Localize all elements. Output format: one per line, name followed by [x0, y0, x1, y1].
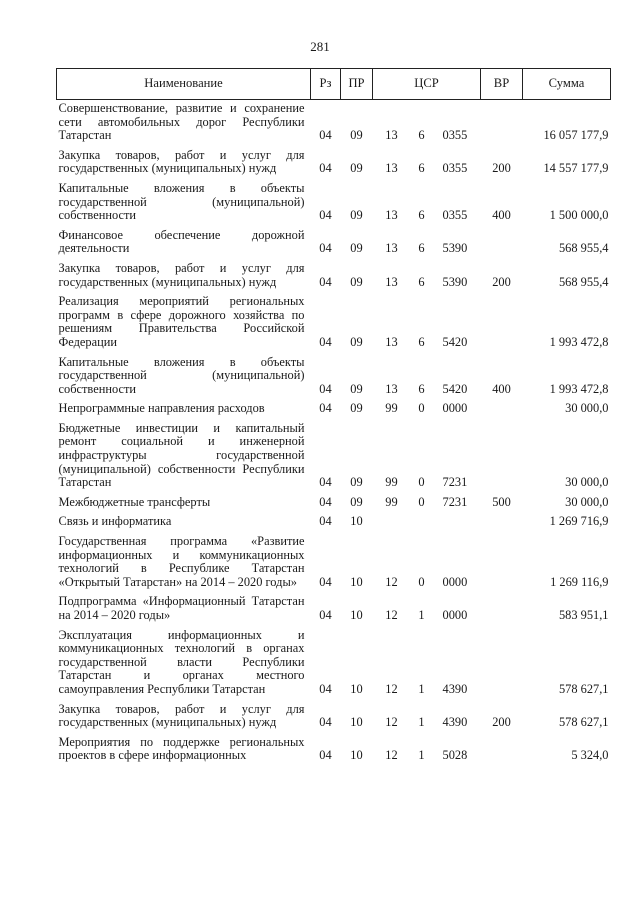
- row-csr-code: 0000: [442, 608, 468, 622]
- row-name: Реализация мероприятий региональных программ в сфере дорожного хозяйства по решениям Правительства Российской Федерации: [58, 294, 305, 349]
- row-rz: 04: [319, 161, 332, 176]
- row-name: Закупка товаров, работ и услуг для государственных (муниципальных) нужд: [58, 701, 305, 730]
- row-sum: 1 500 000,0: [549, 208, 609, 223]
- row-pr: 09: [350, 274, 363, 289]
- row-name: Межбюджетные трансферты: [58, 494, 211, 509]
- row-csr-subprogram: [411, 509, 433, 529]
- row-sum: 30 000,0: [565, 475, 609, 490]
- row-csr-code: 0355: [442, 161, 468, 176]
- table-row: [57, 289, 611, 349]
- row-sum: 1 993 472,8: [549, 381, 609, 396]
- row-name: Эксплуатация информационных и коммуникационных технологий в органах государственной власти Республики Татарстан и органах местного самоуправления Республики Татарстан: [58, 627, 305, 696]
- row-pr: 09: [350, 494, 363, 509]
- row-pr: 09: [350, 334, 363, 349]
- row-pr: 09: [350, 475, 363, 490]
- row-name: Непрограммные направления расходов: [58, 401, 265, 416]
- row-rz: 04: [319, 475, 332, 490]
- row-vr: [481, 289, 523, 349]
- row-csr-code: [433, 509, 481, 529]
- table-row: [57, 509, 611, 529]
- row-name: Капитальные вложения в объекты государственной (муниципальной) собственности: [58, 354, 305, 396]
- row-csr-program: 12: [385, 574, 398, 589]
- row-csr-subprogram: 6: [418, 161, 425, 176]
- row-csr-subprogram: 0: [418, 574, 425, 589]
- row-csr-program: 13: [385, 381, 398, 396]
- row-csr-program: 13: [385, 274, 398, 289]
- table-row: [57, 143, 611, 176]
- row-rz: 04: [319, 608, 332, 622]
- row-csr-program: [373, 509, 411, 529]
- row-name: Бюджетные инвестиции и капитальный ремонт социальной и инженерной инфраструктуры государственной (муниципальной) собственности Республики Татарстан: [58, 420, 305, 490]
- row-csr-program: 13: [385, 161, 398, 176]
- row-csr-code: 7231: [442, 494, 468, 509]
- row-vr: 400: [492, 208, 511, 223]
- row-rz: 04: [319, 494, 332, 509]
- table-row: [57, 529, 611, 589]
- table-row: [57, 223, 611, 256]
- row-csr-code: 5420: [442, 381, 468, 396]
- row-rz: 04: [319, 128, 332, 143]
- row-name: Совершенствование, развитие и сохранение сети автомобильных дорог Республики Татарстан: [58, 101, 305, 143]
- row-name: Государственная программа «Развитие информационных и коммуникационных технологий в Республике Татарстан «Открытый Татарстан» на 2014 – 2020 годы»: [58, 534, 305, 589]
- row-name: Капитальные вложения в объекты государственной (муниципальной) собственности: [58, 180, 305, 223]
- header-sum: Сумма: [523, 69, 611, 100]
- row-rz: 04: [319, 334, 332, 349]
- row-csr-subprogram: 0: [418, 475, 425, 490]
- row-csr-program: 12: [385, 715, 398, 730]
- row-pr: 09: [350, 381, 363, 396]
- header-rz: Рз: [311, 69, 341, 100]
- row-vr: [481, 529, 523, 589]
- row-csr-subprogram: 1: [418, 748, 425, 763]
- row-vr: [481, 223, 523, 256]
- row-sum: 578 627,1: [558, 715, 609, 730]
- row-rz: 04: [319, 208, 332, 223]
- table-row: [57, 490, 611, 510]
- row-csr-code: 4390: [442, 681, 468, 696]
- row-name: Связь и информатика: [58, 514, 172, 529]
- row-sum: 1 993 472,8: [549, 334, 609, 349]
- table-row: [57, 176, 611, 223]
- table-body: [57, 100, 611, 763]
- table-row: [57, 589, 611, 622]
- row-csr-code: 0000: [442, 574, 468, 589]
- row-csr-code: 0355: [442, 208, 468, 223]
- table-row: [57, 697, 611, 730]
- row-rz: 04: [319, 574, 332, 589]
- row-sum: 5 324,0: [571, 748, 609, 763]
- row-csr-subprogram: 6: [418, 334, 425, 349]
- row-name: Подпрограмма «Информационный Татарстан на 2014 – 2020 годы»: [58, 594, 305, 622]
- row-csr-code: 5390: [442, 274, 468, 289]
- header-vr: ВР: [481, 69, 523, 100]
- row-csr-code: 0000: [442, 401, 468, 416]
- row-sum: 30 000,0: [565, 401, 609, 416]
- row-pr: 10: [350, 608, 363, 622]
- row-sum: 583 951,1: [558, 608, 609, 622]
- row-sum: 1 269 116,9: [550, 574, 609, 589]
- row-vr: [481, 396, 523, 416]
- row-csr-subprogram: 1: [418, 715, 425, 730]
- row-csr-subprogram: 1: [418, 608, 425, 622]
- row-pr: 09: [350, 208, 363, 223]
- row-sum: 30 000,0: [565, 494, 609, 509]
- row-rz: 04: [319, 381, 332, 396]
- row-pr: 10: [350, 514, 363, 529]
- row-rz: 04: [319, 681, 332, 696]
- row-rz: 04: [319, 241, 332, 256]
- row-name: Закупка товаров, работ и услуг для государственных (муниципальных) нужд: [58, 260, 305, 289]
- row-csr-subprogram: 6: [418, 128, 425, 143]
- row-vr: 400: [492, 381, 511, 396]
- row-rz: 04: [319, 274, 332, 289]
- row-pr: 09: [350, 401, 363, 416]
- row-csr-subprogram: 6: [418, 241, 425, 256]
- table-row: [57, 623, 611, 697]
- row-sum: 568 955,4: [558, 274, 609, 289]
- row-sum: 1 269 716,9: [549, 514, 609, 529]
- row-csr-program: 12: [385, 681, 398, 696]
- page-number: 281: [310, 39, 330, 54]
- row-vr: [481, 589, 523, 622]
- row-sum: 568 955,4: [558, 241, 609, 256]
- table-row: [57, 350, 611, 397]
- row-vr: [481, 623, 523, 697]
- row-vr: 200: [492, 161, 511, 176]
- budget-table: [56, 68, 611, 763]
- row-sum: 14 557 177,9: [543, 161, 609, 176]
- row-csr-subprogram: 0: [418, 494, 425, 509]
- row-name: Закупка товаров, работ и услуг для государственных (муниципальных) нужд: [58, 147, 305, 176]
- row-csr-program: 13: [385, 241, 398, 256]
- table-row: [57, 396, 611, 416]
- row-csr-program: 12: [385, 608, 398, 622]
- table-row: [57, 100, 611, 143]
- table-row: [57, 730, 611, 763]
- table-header-row: [57, 69, 611, 100]
- row-csr-code: 5028: [442, 748, 468, 763]
- row-csr-subprogram: 6: [418, 381, 425, 396]
- row-csr-code: 5420: [442, 334, 468, 349]
- row-pr: 10: [350, 681, 363, 696]
- header-name: Наименование: [57, 69, 311, 100]
- row-pr: 10: [350, 715, 363, 730]
- row-csr-program: 12: [385, 748, 398, 763]
- row-csr-program: 99: [385, 494, 398, 509]
- row-csr-code: 4390: [442, 715, 468, 730]
- row-csr-program: 13: [385, 334, 398, 349]
- row-vr: [481, 100, 523, 143]
- row-pr: 09: [350, 128, 363, 143]
- row-vr: 200: [492, 274, 511, 289]
- row-pr: 10: [350, 574, 363, 589]
- header-csr: ЦСР: [373, 69, 481, 100]
- table-row: [57, 256, 611, 289]
- row-vr: 500: [492, 494, 511, 509]
- row-csr-program: 99: [385, 401, 398, 416]
- row-vr: [481, 730, 523, 763]
- row-name: Финансовое обеспечение дорожной деятельности: [58, 227, 305, 256]
- row-pr: 10: [350, 748, 363, 763]
- row-rz: 04: [319, 514, 332, 529]
- row-name: Мероприятия по поддержке региональных проектов в сфере информационных: [58, 734, 305, 763]
- row-csr-program: 13: [385, 128, 398, 143]
- row-vr: 200: [492, 715, 511, 730]
- row-rz: 04: [319, 748, 332, 763]
- row-rz: 04: [319, 715, 332, 730]
- row-csr-program: 99: [385, 475, 398, 490]
- row-csr-code: 7231: [442, 475, 468, 490]
- row-csr-code: 5390: [442, 241, 468, 256]
- header-pr: ПР: [341, 69, 373, 100]
- row-csr-subprogram: 6: [418, 274, 425, 289]
- row-pr: 09: [350, 161, 363, 176]
- row-csr-program: 13: [385, 208, 398, 223]
- row-pr: 09: [350, 241, 363, 256]
- row-csr-code: 0355: [442, 128, 468, 143]
- row-csr-subprogram: 1: [418, 681, 425, 696]
- row-sum: 16 057 177,9: [543, 128, 609, 143]
- row-csr-subprogram: 0: [418, 401, 425, 416]
- row-vr: [481, 509, 523, 529]
- table-row: [57, 416, 611, 490]
- row-sum: 578 627,1: [558, 681, 609, 696]
- row-vr: [481, 416, 523, 490]
- row-rz: 04: [319, 401, 332, 416]
- row-csr-subprogram: 6: [418, 208, 425, 223]
